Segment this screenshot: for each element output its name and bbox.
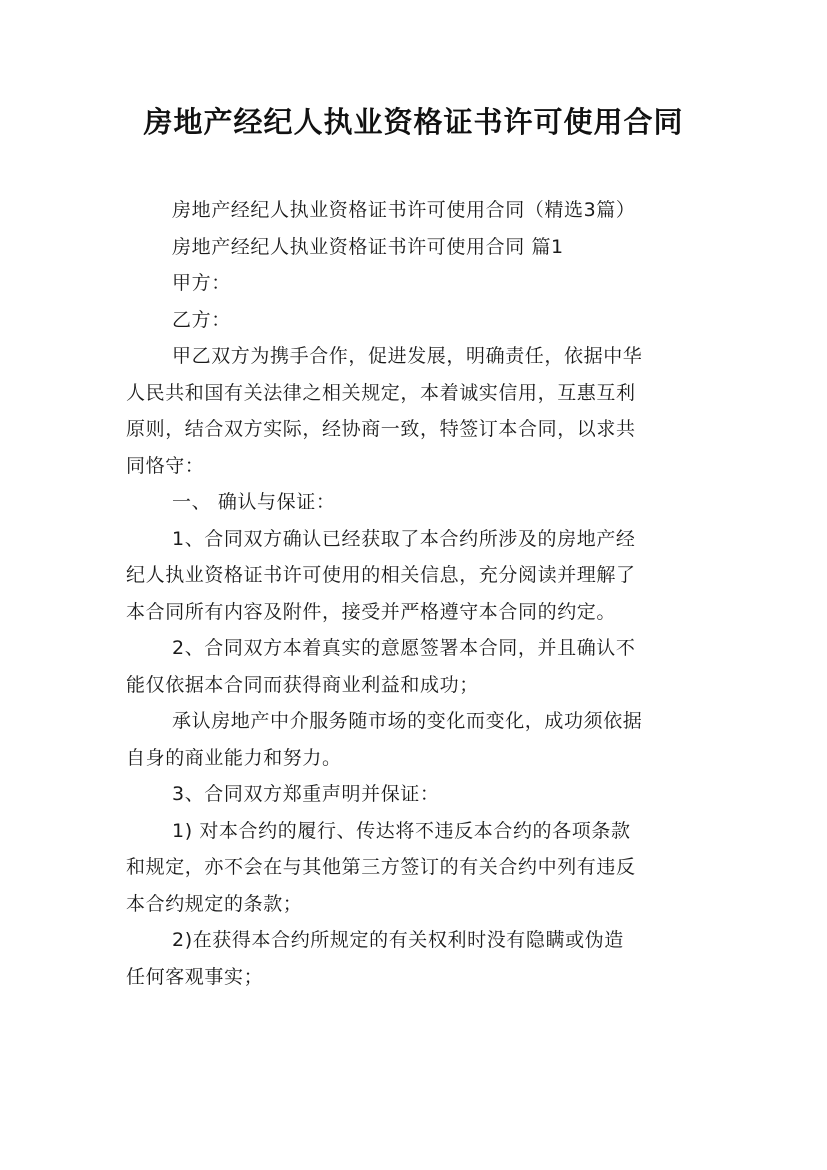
- paragraph-line: 原则，结合双方实际，经协商一致，特签订本合同，以求共: [126, 418, 636, 440]
- paragraph-line: 乙方：: [172, 308, 231, 331]
- paragraph-line: 1、合同双方确认已经获取了本合约所涉及的房地产经: [172, 527, 636, 550]
- paragraph-line: 承认房地产中介服务随市场的变化而变化，成功须依据: [172, 710, 643, 732]
- paragraph-line: 自身的商业能力和努力。: [126, 746, 342, 769]
- paragraph-line: 房地产经纪人执业资格证书许可使用合同（精选3篇）: [172, 199, 636, 221]
- document-title: 房地产经纪人执业资格证书许可使用合同: [143, 105, 684, 139]
- paragraph-line: 甲乙双方为携手合作，促进发展，明确责任，依据中华: [172, 345, 643, 367]
- paragraph-line: 纪人执业资格证书许可使用的相关信息，充分阅读并理解了: [126, 564, 636, 586]
- paragraph-line: 3、合同双方郑重声明并保证：: [172, 783, 440, 805]
- paragraph-line: 人民共和国有关法律之相关规定，本着诚实信用，互惠互利: [126, 381, 636, 404]
- paragraph-line: 本合约规定的条款；: [126, 892, 303, 915]
- paragraph-line: 和规定，亦不会在与其他第三方签订的有关合约中列有违反: [126, 856, 636, 878]
- paragraph-line: 2、合同双方本着真实的意愿签署本合同，并且确认不: [172, 637, 636, 659]
- paragraph-line: 1) 对本合约的履行、传达将不违反本合约的各项条款: [172, 819, 631, 842]
- document-body: [126, 192, 711, 995]
- paragraph-line: 能仅依据本合同而获得商业利益和成功；: [126, 673, 479, 696]
- paragraph-line: 同恪守：: [126, 454, 205, 477]
- paragraph-line: 一、 确认与保证：: [172, 491, 336, 513]
- paragraph-line: 本合同所有内容及附件，接受并严格遵守本合同的约定。: [126, 600, 617, 623]
- paragraph-line: 2)在获得本合约所规定的有关权利时没有隐瞒或伪造: [172, 929, 624, 951]
- paragraph-line: 房地产经纪人执业资格证书许可使用合同 篇1: [172, 235, 564, 258]
- paragraph-line: 任何客观事实；: [126, 965, 264, 988]
- paragraph-line: 甲方：: [172, 272, 231, 294]
